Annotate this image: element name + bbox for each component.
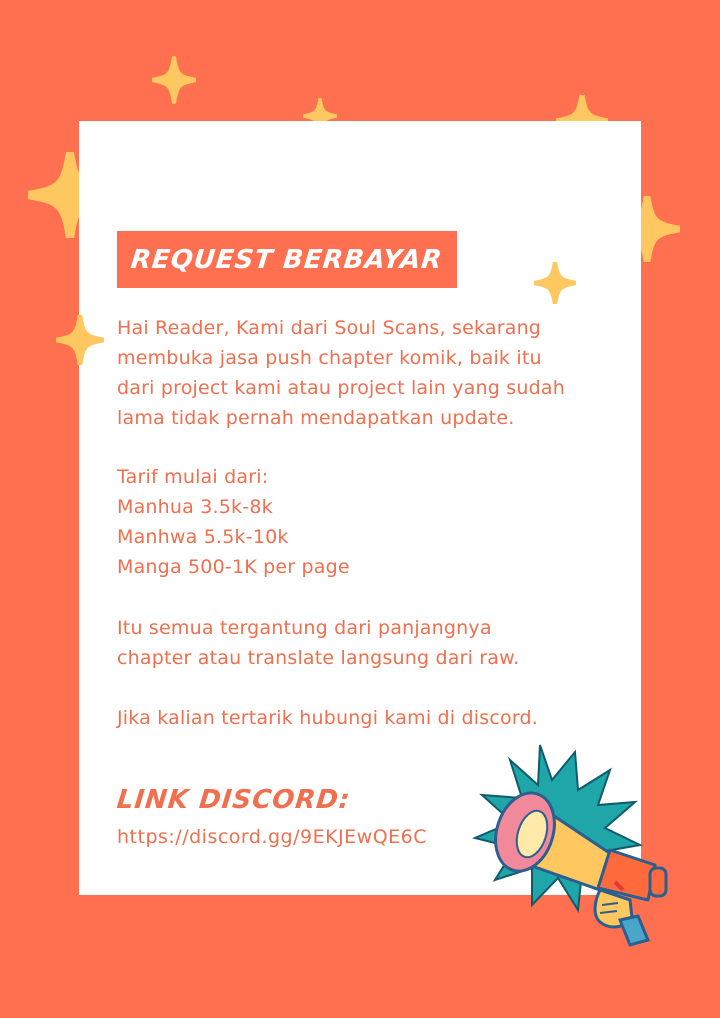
tarif-list bbox=[117, 462, 350, 582]
page-title: REQUEST BERBAYAR bbox=[129, 244, 445, 275]
intro-paragraph bbox=[117, 313, 565, 433]
intro-line: lama tidak pernah mendapatkan update. bbox=[117, 407, 515, 429]
contact-text bbox=[117, 703, 538, 733]
tarif-item-manhua: Manhua 3.5k-8k bbox=[117, 496, 273, 518]
intro-line: Hai Reader, Kami dari Soul Scans, sekarang bbox=[117, 317, 542, 339]
contact-line: Jika kalian tertarik hubungi kami di discord. bbox=[117, 707, 539, 729]
megaphone-icon bbox=[470, 740, 690, 960]
note-paragraph bbox=[117, 613, 519, 673]
tarif-item-manhwa: Manhwa 5.5k-10k bbox=[117, 526, 289, 548]
intro-line: membuka jasa push chapter komik, baik itu bbox=[117, 347, 542, 369]
discord-heading: LINK DISCORD: bbox=[115, 785, 352, 815]
note-line: chapter atau translate langsung dari raw. bbox=[117, 647, 520, 669]
intro-line: dari project kami atau project lain yang sudah bbox=[117, 377, 565, 399]
sparkle-icon bbox=[534, 262, 576, 304]
sparkle-icon bbox=[56, 315, 104, 365]
sparkle-icon bbox=[152, 56, 196, 104]
tarif-item-manga: Manga 500-1K per page bbox=[117, 556, 350, 578]
note-line: Itu semua tergantung dari panjangnya bbox=[117, 617, 492, 639]
tarif-heading: Tarif mulai dari: bbox=[117, 466, 269, 488]
discord-link[interactable]: https://discord.gg/9EKJEwQE6C bbox=[117, 826, 428, 848]
title-badge bbox=[117, 231, 457, 288]
